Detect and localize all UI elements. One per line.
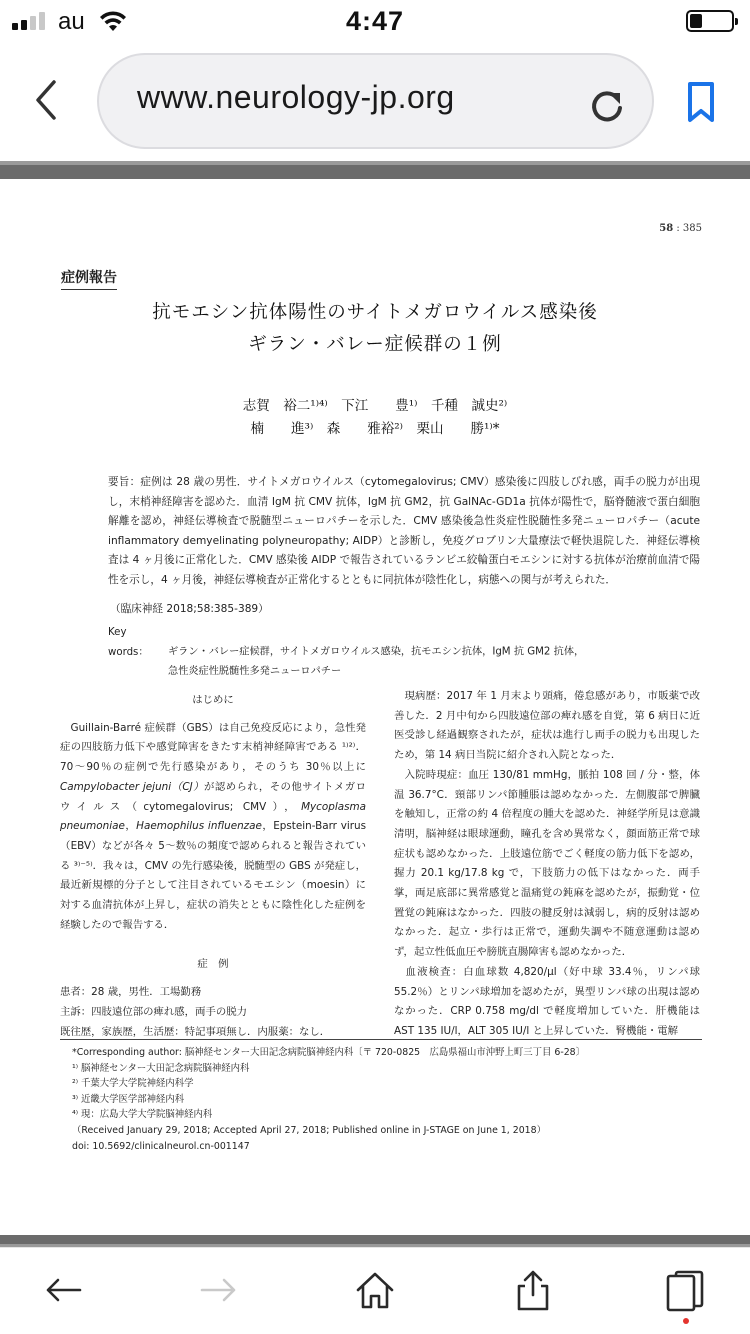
footnote-2: ²⁾ 千葉大学大学院神経内科学 [72,1078,194,1090]
footnote-doi: doi: 10.5692/clinicalneurol.cn-001147 [72,1140,250,1152]
arrow-left-icon[interactable] [42,1268,86,1312]
keywords [108,623,584,682]
citation: （臨床神経 2018;58:385-389） [110,603,269,615]
case-patient: 患者：28 歳，男性．工場勤務 [60,986,202,999]
reload-icon[interactable] [585,84,629,128]
footnote-corresponding: *Corresponding author: 脳神経センター大田記念病院脳神経内科〔〒 720-0825 広島県福山市沖野上町三丁目 6-28〕 [72,1047,586,1058]
right-column [394,687,700,1042]
blood-tests: 血液検査：白血球数 4,820/μl（好中球 33.4％，リンパ球 55.2％）とリンパ球増加を認めたが，異型リンパ球の出現は認めなかった．CRP 0.758 mg/dl で軽度増加していた．肝機能は AST 135 IU/l，ALT 305 IU/l と上昇していた．腎機能・電解 [394,965,700,1037]
section-tag: 症例報告 [61,267,117,290]
carrier-name: au [58,8,85,35]
footnote-4: ⁴⁾ 現：広島大学大学院脳神経内科 [72,1109,213,1121]
home-icon[interactable] [353,1268,397,1312]
url-text[interactable]: www.neurology-jp.org [137,79,455,115]
footnote-received: （Received January 29, 2018; Accepted April 27, 2018; Published online in J-STAGE on June 1, 2018） [72,1124,546,1136]
authors [0,395,750,441]
url-field[interactable] [97,53,654,149]
battery-icon [686,10,734,32]
authors-line-1: 志賀 裕二¹⁾⁴⁾ 下江 豊¹⁾ 千種 誠史²⁾ [242,398,508,414]
browser-address-bar [0,42,750,160]
intro-paragraph: Guillain-Barré 症候群（GBS）は自己免疫反応により，急性発症の四肢筋力低下や感覚障害をきたす末梢神経障害である ¹⁾²⁾．70～90％の症例で先行感染があり，そのうち 30％以上に Campylobacter jejuni（CJ）が認められ，その他サイトメガロウイルス（cytomegalovirus; CMV），Mycoplasma pneumoniae，Haemophilus influenzae，Epstein-Barr virus（EBV）などが各々 5～数％の頻度で認められると報告されている ³⁾⁻⁵⁾．我々は，CMV の先行感染後，脱髄型の GBS が発症し，最近新規標的分子として注目されているモエシン（moesin）に対する血清抗体が上昇し，症状の消失とともに陰性化した症例を経験したので報告する． [60,721,367,931]
footnote-3: ³⁾ 近畿大学医学部神経内科 [72,1093,185,1105]
notification-dot [683,1318,689,1324]
browser-toolbar [0,1247,750,1334]
bookmark-icon[interactable] [684,80,718,124]
case-heading: 症 例 [197,958,229,971]
intro-heading: はじめに [192,694,234,706]
page-number: 58 : 385 [659,223,702,234]
keywords-label: Key words： [108,627,149,658]
paper-title-line-2: ギラン・バレー症候群の１例 [248,334,502,355]
tabs-icon[interactable] [664,1268,708,1312]
abstract: 要旨：症例は 28 歳の男性．サイトメガロウイルス（cytomegalovirus; CMV）感染後に四肢しびれ感，両手の脱力が出現し，末梢神経障害を認めた．血清 IgM 抗 CMV 抗体，IgM 抗 GM2，抗 GalNAc-GD1a 抗体が陽性で，脳脊髄液で蛋白細胞解離を認め，神経伝導検査で脱髄型ニューロパチーを示した．CMV 感染後急性炎症性脱髄性多発ニューロパチー（acute inflammatory demyelinating polyneuropathy; AIDP）と診断し，免疫グロブリン大量療法で軽快退院した．神経伝導検査は 4 ヶ月後に正常化した．CMV 感染後 AIDP で報告されているランビエ絞輪蛋白モエシンに対する抗体が治療前血清で陽性を示し，4 ヶ月後，神経伝導検査が正常化するとともに同抗体が陰性化し，病態への関与が考えられた． [108,476,700,586]
admission-findings: 入院時現症：血圧 130/81 mmHg，脈拍 108 回 / 分・整，体温 36.7°C．頸部リンパ節腫脹は認めなかった．左側腹部で脾臓を触知し，正常の約 4 倍程度の腫大を認めた．神経学所見は意識清明，脳神経は眼球運動，瞳孔を含め異常なく，顔面筋正常で球症状も認めなかった．上肢遠位筋でごく軽度の筋力低下を認め，握力 20.1 kg/17.8 kg で，下肢筋力の低下はなかった．両手掌，両足底部に異常感覚と温痛覚の鈍麻を認めたが，振動覚・位置覚の鈍麻はなかった．四肢の腱反射は減弱し，病的反射は認めなかった．起立・歩行は正常で，運動失調や不随意運動は認めず，起立性低血圧や膀胱直腸障害も認めなかった． [394,768,701,959]
footnote-divider [60,1039,702,1040]
case-complaint: 主訴：四肢遠位部の痺れ感，両手の脱力 [60,1005,248,1018]
page-top-border [0,161,750,179]
footnote-1: ¹⁾ 脳神経センター大田記念病院脳神経内科 [72,1062,250,1074]
arrow-right-icon[interactable] [196,1268,240,1312]
left-column [60,687,366,1042]
present-illness: 現病歴：2017 年 1 月末より頭痛，倦怠感があり，市販薬で改善した．2 月中旬から四肢遠位部の痺れ感を自覚，第 6 病日に近医受診し経過観察されたが，症状は進行し両手の脱力も出現したため，第 14 病日当院に紹介され入院となった． [394,690,700,762]
keywords-line-1: ギラン・バレー症候群，サイトメガロウイルス感染，抗モエシン抗体，IgM 抗 GM2 抗体， [168,646,585,658]
case-history: 既往歴，家族歴，生活歴：特記事項無し．内服薬：なし． [60,1025,331,1038]
clock: 4:47 [345,6,405,36]
paper-title-line-1: 抗モエシン抗体陽性のサイトメガロウイルス感染後 [152,302,598,323]
status-bar [0,0,750,42]
share-icon[interactable] [511,1268,555,1312]
battery-level [690,14,702,28]
keywords-line-2: 急性炎症性脱髄性多発ニューロパチー [168,666,342,678]
document-page [0,179,750,1235]
authors-line-2: 楠 進³⁾ 森 雅裕²⁾ 栗山 勝¹⁾* [250,421,500,437]
paper-title [0,297,750,361]
footnotes [72,1045,585,1154]
page-bottom-border [0,1235,750,1247]
chevron-left-icon[interactable] [22,70,72,130]
